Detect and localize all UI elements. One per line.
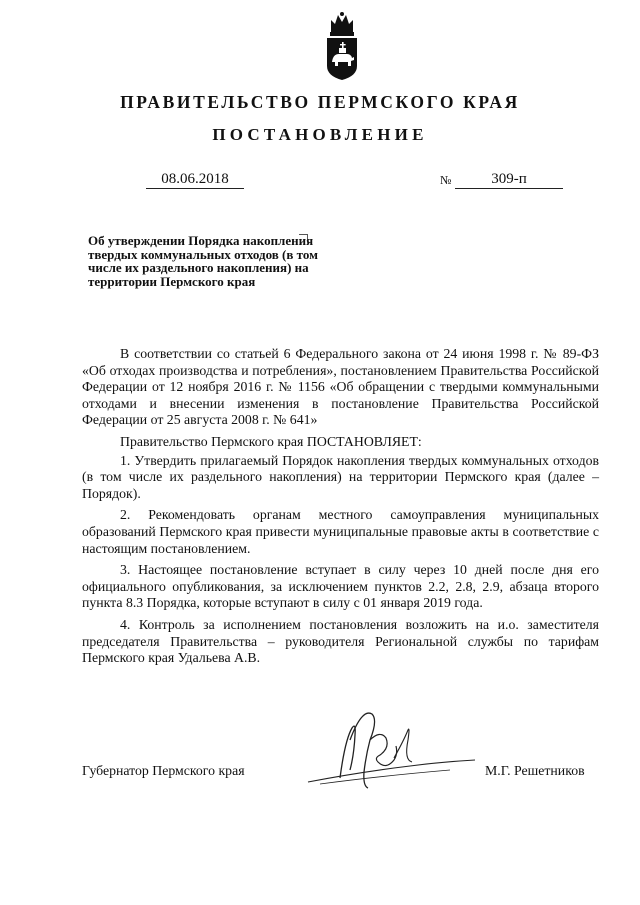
document-date: 08.06.2018: [146, 170, 244, 189]
signatory-name: М.Г. Решетников: [485, 763, 585, 778]
document-number: 309-п: [455, 170, 563, 189]
document-body: [82, 346, 599, 672]
item-paragraph: 2. Рекомендовать органам местного самоуправления муниципальных образований Пермского края привести муниципальные правовые акты в соответствие с настоящим постановлением.: [82, 507, 599, 556]
document-type: ПОСТАНОВЛЕНИЕ: [212, 125, 428, 144]
organization-title: ПРАВИТЕЛЬСТВО ПЕРМСКОГО КРАЯ: [120, 92, 520, 112]
preamble-paragraph: В соответствии со статьей 6 Федерального закона от 24 июня 1998 г. № 89-ФЗ «Об отходах производства и потребления», постановлением Правительства Российской Федерации от 12 ноября 2016 г. № 1156 «Об обращении с твердыми коммунальными отходами и внесении изменения в постановление Правительства Российской Федерации от 25 августа 2008 г. № 641»: [82, 346, 599, 428]
item-paragraph: 1. Утвердить прилагаемый Порядок накопления твердых коммунальных отходов (в том числе их раздельного накопления) на территории Пермского края (далее – Порядок).: [82, 452, 599, 501]
coat-of-arms-icon: [323, 10, 361, 82]
item-paragraph: 4. Контроль за исполнением постановления возложить на и.о. заместителя председателя Правительства – руководителя Региональной службы по тарифам Пермского края Удальева А.В.: [82, 616, 599, 666]
handwritten-signature: [300, 700, 485, 795]
resolves-paragraph: Правительство Пермского края ПОСТАНОВЛЯЕТ:: [120, 433, 422, 449]
document-subject: Об утверждении Порядка накопления твердых коммунальных отходов (в том числе их раздельного накопления) на территории Пермского края: [88, 233, 318, 289]
number-label: №: [440, 173, 452, 187]
item-paragraph: 3. Настоящее постановление вступает в силу через 10 дней после дня его официального опубликования, за исключением пунктов 2.2, 2.8, 2.9, абзаца второго пункта 8.3 Порядка, которые вступают в силу с 01 января 2019 года.: [82, 562, 599, 611]
signatory-position: Губернатор Пермского края: [82, 763, 245, 778]
